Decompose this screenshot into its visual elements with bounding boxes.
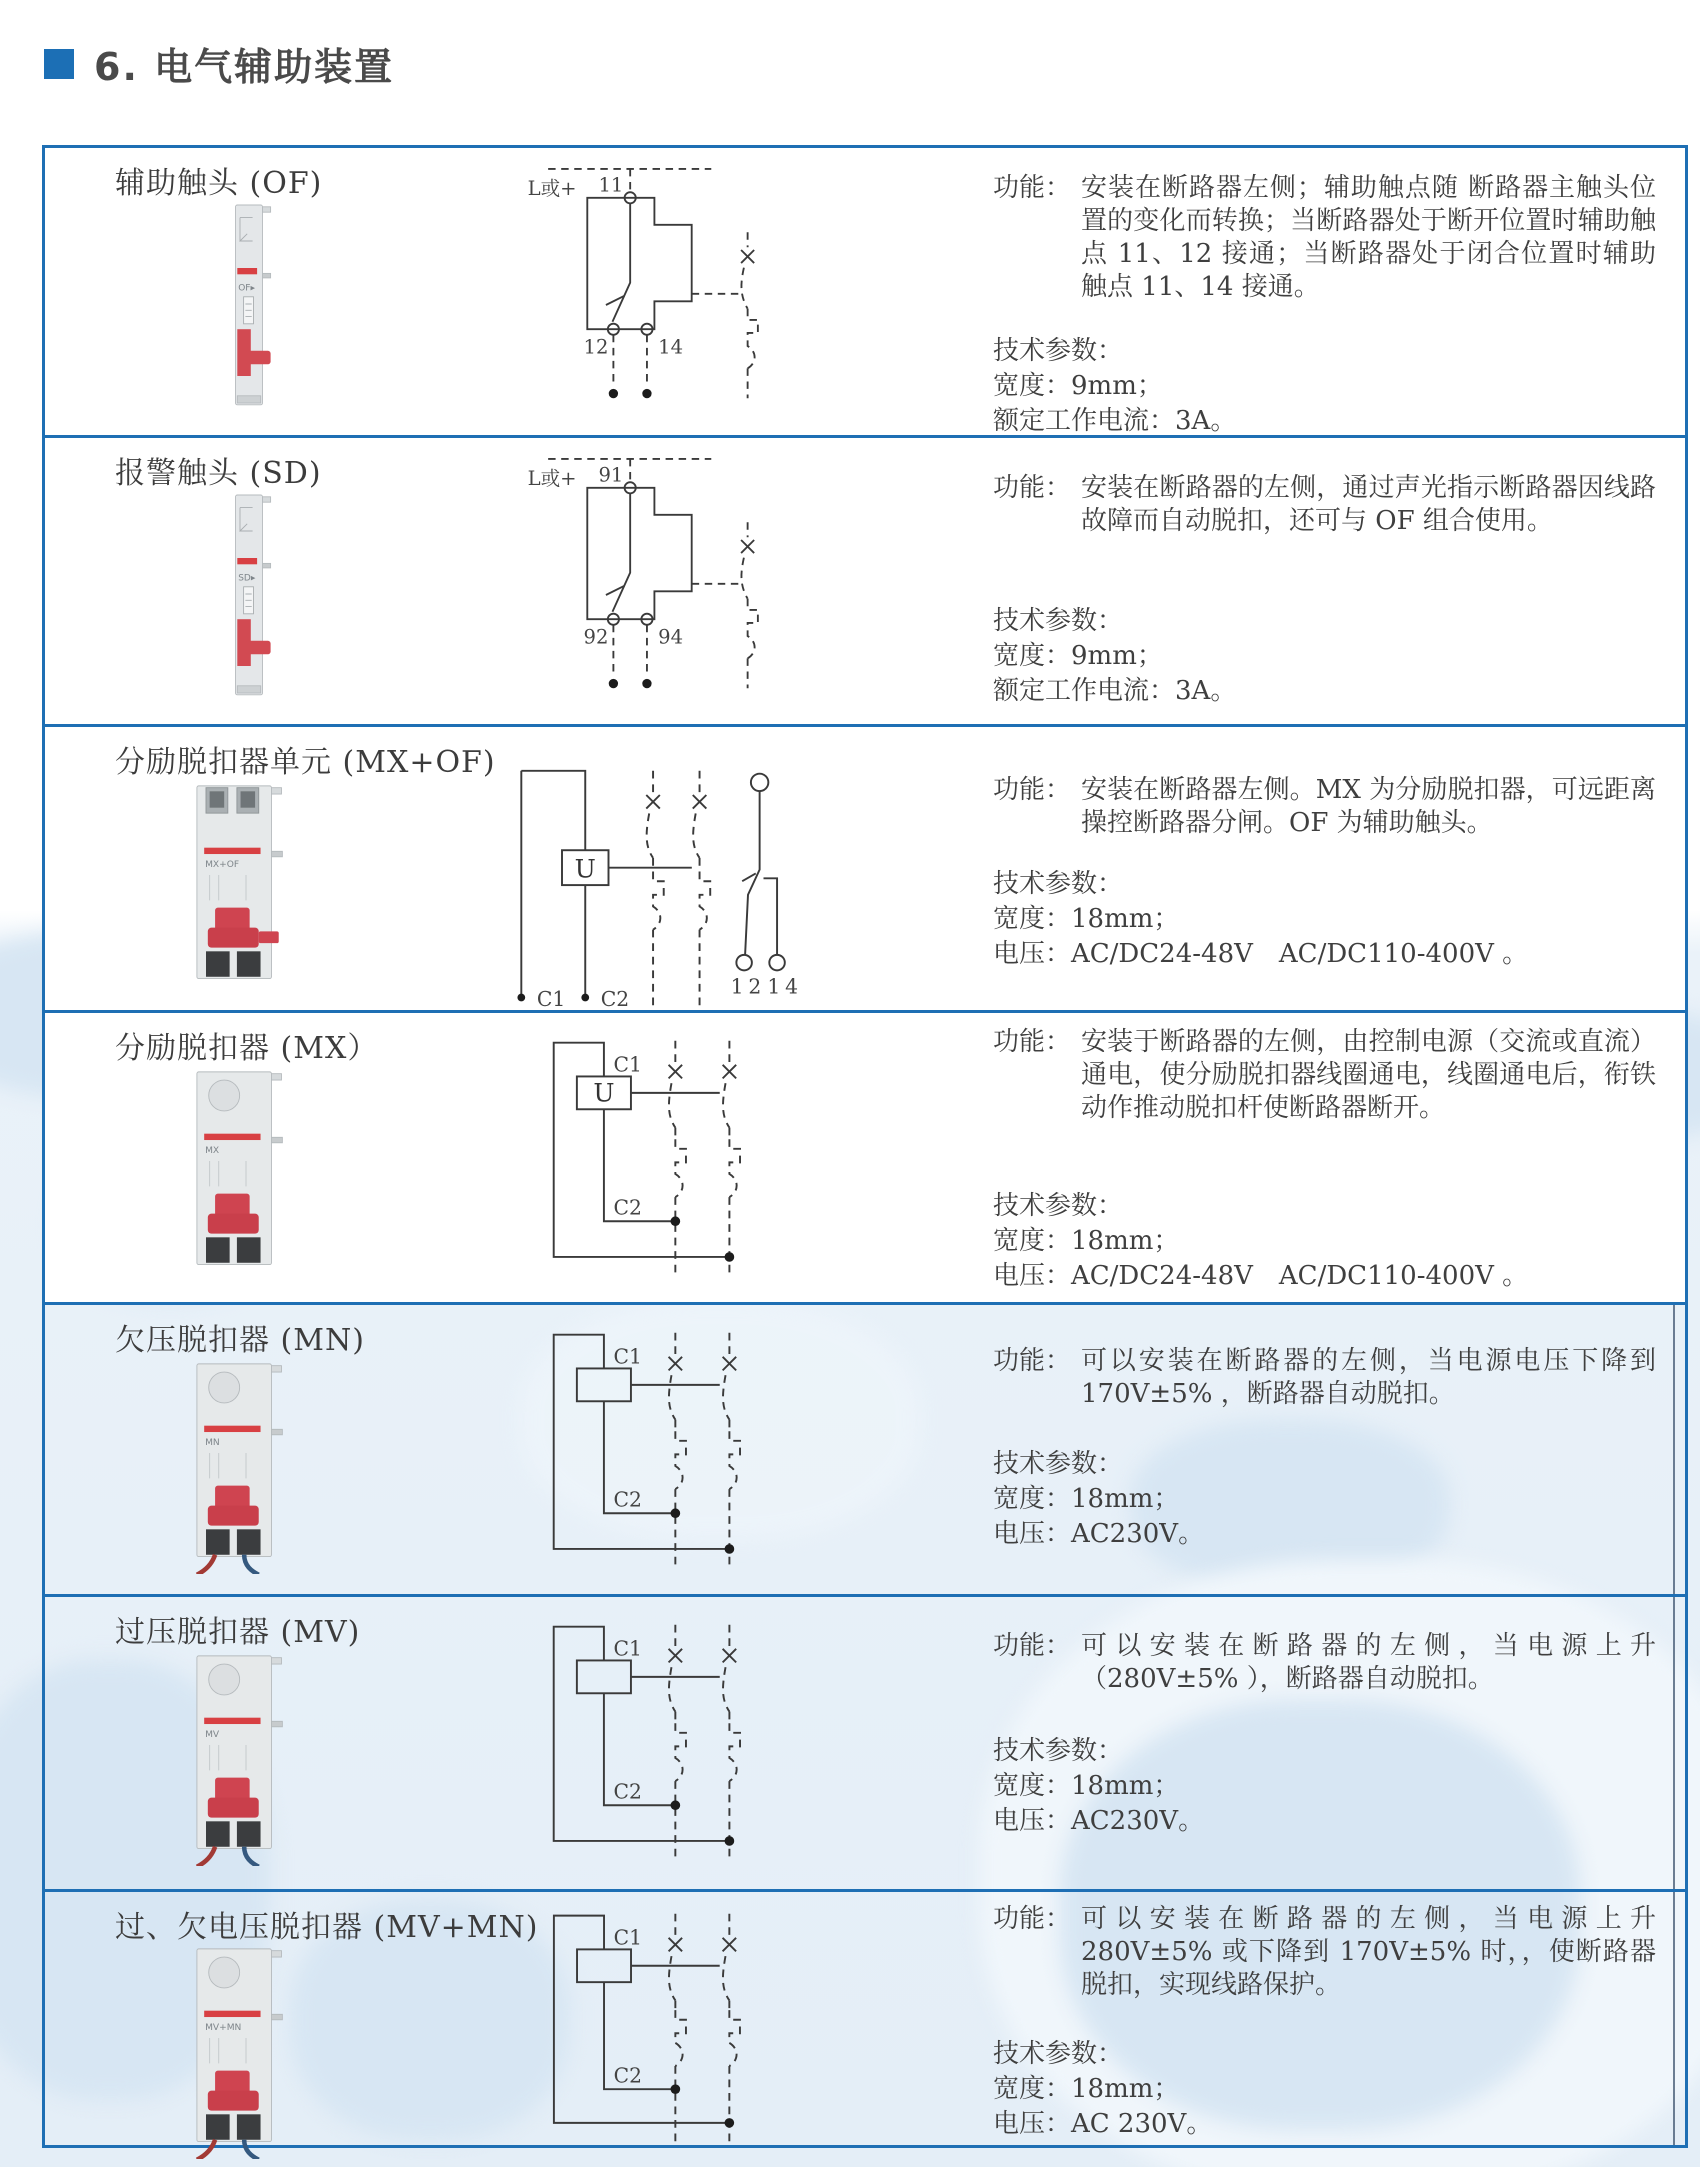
circuit-diagram-mx-of [500,757,810,1023]
tech-params: 技术参数： 宽度：18mm； 电压：AC/DC24-48V AC/DC110-400V 。 [993,1191,1529,1291]
device-label: OF▸ [238,283,255,294]
product-photo-mx [186,1059,286,1286]
device-wires [197,2140,259,2159]
line-label: L或+ [527,177,577,201]
product-photo-mv-mn [186,1936,286,2163]
row-title: 分励脱扣器单元 (MX+OF) [115,745,496,780]
function-text: 功能： 安装在断路器左侧；辅助触点随 断路器主触头位置的变化而转换；当断路器处于断开位置时辅助触点 11、12 接通；当断路器处于闭合位置时辅助触点 11、14 接通。 [993,173,1657,302]
row-title: 过压脱扣器 (MV) [115,1615,361,1650]
product-photo-mv [186,1643,286,1870]
row-title: 过、欠电压脱扣器 (MV+MN) [115,1910,539,1945]
terminal-c1: C1 [613,1925,643,1950]
device-label: MV [205,1729,220,1740]
line-label: L或+ [527,467,577,491]
blue-square-marker [44,49,74,79]
device-label: MV+MN [205,2022,242,2033]
terminal-c1: C1 [613,1052,642,1077]
terminal-c2: C2 [600,987,630,1012]
function-text: 功能： 可以安装在断路器的左侧，当电源上升（280V±5% ），断路器自动脱扣。 [993,1631,1657,1694]
circuit-diagram-sd [520,444,800,709]
tech-params: 技术参数： 宽度：9mm； 额定工作电流：3A。 [993,336,1237,436]
table-row-mv-mn [45,1892,1685,2145]
table-row-sd [45,438,1685,727]
function-text: 功能： 安装在断路器左侧。MX 为分励脱扣器，可远距离操控断路器分闸。OF 为辅助触头。 [993,775,1657,838]
tech-params: 技术参数： 宽度：18mm； 电压：AC230V。 [993,1736,1205,1836]
device-label: MX+OF [205,859,240,870]
terminal-c2: C2 [613,2063,643,2088]
tech-params: 技术参数： 宽度：18mm； 电压：AC 230V。 [993,2039,1213,2139]
terminal-c1: C1 [613,1344,642,1369]
terminal-c1: C1 [536,987,566,1012]
page-title: 6. 电气辅助装置 [94,45,395,89]
product-photo-sd [222,486,276,706]
terminal-left: 92 [583,625,609,649]
row-title: 分励脱扣器 (MX） [115,1031,379,1066]
terminal-c2: C2 [613,1487,642,1512]
device-label: SD▸ [238,573,256,584]
terminal-left: 12 [583,335,609,359]
table-row-of [45,148,1685,438]
terminal-c2: C2 [613,1195,642,1220]
product-photo-of [222,196,276,416]
tech-params: 技术参数： 宽度：18mm； 电压：AC/DC24-48V AC/DC110-400V 。 [993,869,1529,969]
tech-params: 技术参数： 宽度：9mm； 额定工作电流：3A。 [993,606,1237,706]
terminal-14: 14 [767,974,803,999]
terminal-top: 91 [598,463,624,487]
table-row-mn [45,1305,1685,1597]
circuit-diagram-mv-mn [540,1906,830,2151]
row-title: 辅助触头 (OF) [115,166,323,201]
product-photo-mx-of [186,773,286,1000]
function-text: 功能： 可以安装在断路器的左侧，当电源电压下降到 170V±5% ，断路器自动脱扣。 [993,1346,1657,1409]
circuit-diagram-mx [540,1033,830,1288]
circuit-diagram-mv [540,1617,830,1872]
device-wires [197,1555,259,1574]
row-title: 报警触头 (SD) [115,456,322,491]
device-wires [197,1847,259,1866]
accessory-table [42,145,1688,2148]
terminal-right: 14 [658,335,684,359]
device-label: MX [205,1145,220,1156]
terminal-right: 94 [658,625,684,649]
terminal-top: 11 [598,173,624,197]
function-text: 功能： 安装于断路器的左侧，由控制电源（交流或直流）通电，使分励脱扣器线圈通电，线圈通电后，衔铁动作推动脱扣杆使断路器断开。 [993,1027,1657,1123]
table-row-mx-of [45,727,1685,1013]
device-label: MN [205,1437,220,1448]
table-row-mx [45,1013,1685,1305]
circuit-diagram-mn [540,1325,830,1580]
function-text: 功能： 可以安装在断路器的左侧，当电源上升 280V±5% 或下降到 170V±5% 时，，使断路器脱扣，实现线路保护。 [993,1904,1657,2000]
circuit-diagram-of [520,154,800,419]
tech-params: 技术参数： 宽度：18mm； 电压：AC230V。 [993,1449,1205,1549]
table-row-mv [45,1597,1685,1892]
terminal-c2: C2 [613,1779,642,1804]
coil-label: U [593,1078,615,1108]
coil-label: U [574,854,596,884]
row-title: 欠压脱扣器 (MN) [115,1323,365,1358]
function-text: 功能： 安装在断路器的左侧，通过声光指示断路器因线路故障而自动脱扣，还可与 OF 组合使用。 [993,473,1657,536]
terminal-c1: C1 [613,1636,642,1661]
section-header [44,36,394,91]
product-photo-mn [186,1351,286,1578]
terminal-12: 12 [730,974,767,999]
